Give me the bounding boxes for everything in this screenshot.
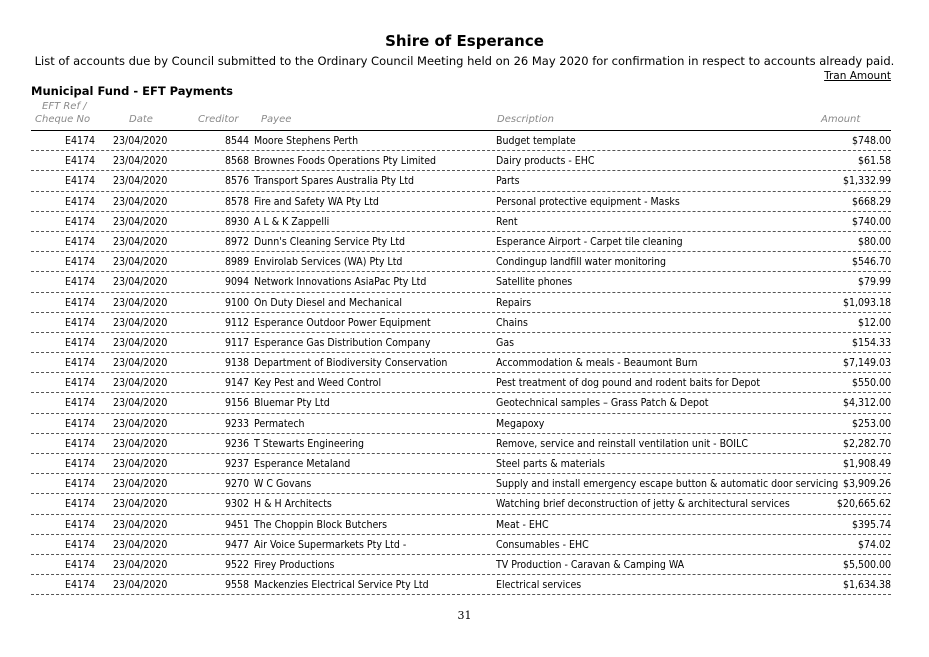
creditor-cell: 8930 (225, 215, 250, 228)
date-cell: 23/04/2020 (113, 558, 168, 571)
description-cell: Dairy products - EHC (496, 155, 595, 168)
date-cell: 23/04/2020 (113, 316, 168, 329)
description-cell: Chains (496, 316, 528, 329)
tran-amount-label: Tran Amount (824, 70, 891, 82)
ref-cell: E4174 (65, 357, 96, 370)
description-cell: Repairs (496, 296, 532, 309)
description-cell: Satellite phones (496, 276, 573, 289)
description-cell: TV Production - Caravan & Camping WA (496, 558, 685, 571)
amount-cell: $4,312.00 (842, 397, 891, 410)
column-header-date: Date (129, 114, 153, 125)
payee-cell: Mackenzies Electrical Service Pty Ltd (254, 579, 429, 592)
creditor-cell: 8576 (225, 175, 250, 188)
table-row (31, 393, 891, 413)
creditor-cell: 9302 (225, 498, 250, 511)
ref-cell: E4174 (65, 538, 96, 551)
table-row (31, 232, 891, 252)
amount-cell: $154.33 (851, 336, 891, 349)
ref-cell: E4174 (65, 316, 96, 329)
table-row (31, 515, 891, 535)
date-cell: 23/04/2020 (113, 518, 168, 531)
table-row (31, 474, 891, 494)
ref-cell: E4174 (65, 518, 96, 531)
table-row (31, 434, 891, 454)
amount-cell: $2,282.70 (842, 437, 891, 450)
table-row (31, 414, 891, 434)
description-cell: Budget template (496, 135, 576, 147)
column-header-description: Description (497, 114, 554, 125)
description-cell: Megapoxy (496, 417, 545, 430)
ref-cell: E4174 (65, 235, 96, 248)
ref-cell: E4174 (65, 417, 96, 430)
ref-cell: E4174 (65, 276, 96, 289)
payee-cell: Transport Spares Australia Pty Ltd (254, 175, 415, 188)
amount-cell: $12.00 (857, 316, 891, 329)
creditor-cell: 9451 (225, 518, 250, 531)
creditor-cell: 9138 (225, 357, 250, 370)
date-cell: 23/04/2020 (113, 437, 168, 450)
page-subtitle: List of accounts due by Council submitted to the Ordinary Council Meeting held on 26 May 2020 for confirmation in respect to accounts already paid. (34, 54, 895, 68)
description-cell: Geotechnical samples – Grass Patch & Depot (496, 397, 709, 410)
payee-cell: Dunn's Cleaning Service Pty Ltd (254, 235, 406, 248)
payee-cell: Brownes Foods Operations Pty Limited (254, 155, 437, 168)
amount-cell: $668.29 (851, 195, 891, 208)
payee-cell: Key Pest and Weed Control (254, 377, 382, 390)
amount-cell: $1,634.38 (842, 579, 891, 592)
creditor-cell: 9237 (225, 458, 250, 470)
payee-cell: T Stewarts Engineering (254, 437, 364, 450)
ref-cell: E4174 (65, 397, 96, 410)
date-cell: 23/04/2020 (113, 256, 168, 269)
payee-cell: Esperance Outdoor Power Equipment (254, 316, 431, 329)
ref-cell: E4174 (65, 195, 96, 208)
column-header-payee: Payee (261, 114, 292, 125)
amount-cell: $748.00 (851, 135, 891, 147)
creditor-cell: 9117 (225, 336, 250, 349)
amount-cell: $3,909.26 (842, 478, 891, 491)
table-row (31, 373, 891, 393)
ref-cell: E4174 (65, 377, 96, 390)
description-cell: Personal protective equipment - Masks (496, 195, 680, 208)
payee-cell: Department of Biodiversity Conservation (254, 357, 448, 370)
amount-cell: $395.74 (851, 518, 891, 531)
amount-cell: $74.02 (857, 538, 891, 551)
description-cell: Consumables - EHC (496, 538, 589, 551)
ref-cell: E4174 (65, 336, 96, 349)
table-row (31, 252, 891, 272)
table-row (31, 212, 891, 232)
payee-cell: W C Govans (254, 478, 312, 491)
creditor-cell: 9100 (225, 296, 250, 309)
amount-cell: $5,500.00 (842, 558, 891, 571)
section-heading: Municipal Fund - EFT Payments (31, 84, 234, 98)
table-row (31, 555, 891, 575)
date-cell: 23/04/2020 (113, 235, 168, 248)
description-cell: Steel parts & materials (496, 458, 605, 470)
description-cell: Meat - EHC (496, 518, 549, 531)
date-cell: 23/04/2020 (113, 458, 168, 470)
creditor-cell: 8568 (225, 155, 250, 168)
creditor-cell: 8972 (225, 235, 250, 248)
table-row (31, 353, 891, 373)
amount-cell: $253.00 (851, 417, 891, 430)
column-header-amount: Amount (821, 114, 861, 125)
payee-cell: Permatech (254, 417, 305, 430)
payee-cell: Esperance Gas Distribution Company (254, 336, 431, 349)
table-row (31, 171, 891, 191)
description-cell: Electrical services (496, 579, 582, 592)
date-cell: 23/04/2020 (113, 215, 168, 228)
amount-cell: $546.70 (851, 256, 891, 269)
table-row (31, 575, 891, 595)
creditor-cell: 9477 (225, 538, 250, 551)
description-cell: Rent (496, 215, 518, 228)
table-row (31, 151, 891, 171)
page-number: 31 (457, 609, 472, 622)
ref-cell: E4174 (65, 135, 96, 147)
amount-cell: $1,908.49 (842, 458, 891, 470)
date-cell: 23/04/2020 (113, 538, 168, 551)
ref-cell: E4174 (65, 437, 96, 450)
description-cell: Watching brief deconstruction of jetty & architectural services (496, 498, 790, 511)
creditor-cell: 9147 (225, 377, 250, 390)
description-cell: Gas (496, 336, 515, 349)
description-cell: Pest treatment of dog pound and rodent baits for Depot (496, 377, 761, 390)
date-cell: 23/04/2020 (113, 377, 168, 390)
payee-cell: Bluemar Pty Ltd (254, 397, 330, 410)
payee-cell: Fire and Safety WA Pty Ltd (254, 195, 379, 208)
description-cell: Supply and install emergency escape button & automatic door servicing (496, 478, 839, 491)
date-cell: 23/04/2020 (113, 417, 168, 430)
amount-cell: $740.00 (851, 215, 891, 228)
description-cell: Esperance Airport - Carpet tile cleaning (496, 235, 683, 248)
table-row (31, 333, 891, 353)
table-row (31, 131, 891, 151)
payee-cell: Air Voice Supermarkets Pty Ltd - (254, 538, 407, 551)
table-row (31, 192, 891, 212)
payments-table (31, 131, 891, 595)
creditor-cell: 9156 (225, 397, 250, 410)
column-header-ref-line2: Cheque No (35, 114, 91, 125)
payee-cell: Firey Productions (254, 558, 335, 571)
amount-cell: $550.00 (851, 377, 891, 390)
date-cell: 23/04/2020 (113, 135, 168, 147)
date-cell: 23/04/2020 (113, 195, 168, 208)
table-row (31, 293, 891, 313)
payee-cell: The Choppin Block Butchers (254, 518, 388, 531)
amount-cell: $79.99 (857, 276, 891, 289)
ref-cell: E4174 (65, 215, 96, 228)
ref-cell: E4174 (65, 296, 96, 309)
payee-cell: Moore Stephens Perth (254, 135, 359, 147)
payee-cell: Envirolab Services (WA) Pty Ltd (254, 256, 403, 269)
table-row (31, 535, 891, 555)
creditor-cell: 9270 (225, 478, 250, 491)
payee-cell: H & H Architects (254, 498, 332, 511)
amount-cell: $7,149.03 (842, 357, 891, 370)
table-row (31, 494, 891, 514)
description-cell: Remove, service and reinstall ventilation unit - BOILC (496, 437, 748, 450)
ref-cell: E4174 (65, 155, 96, 168)
creditor-cell: 9236 (225, 437, 250, 450)
amount-cell: $1,093.18 (842, 296, 891, 309)
date-cell: 23/04/2020 (113, 397, 168, 410)
ref-cell: E4174 (65, 478, 96, 491)
date-cell: 23/04/2020 (113, 357, 168, 370)
date-cell: 23/04/2020 (113, 478, 168, 491)
date-cell: 23/04/2020 (113, 336, 168, 349)
description-cell: Accommodation & meals - Beaumont Burn (496, 357, 698, 370)
table-row (31, 313, 891, 333)
creditor-cell: 9094 (225, 276, 250, 289)
amount-cell: $1,332.99 (842, 175, 891, 188)
ref-cell: E4174 (65, 579, 96, 592)
payee-cell: On Duty Diesel and Mechanical (254, 296, 402, 309)
creditor-cell: 9522 (225, 558, 250, 571)
column-header-ref-line1: EFT Ref / (42, 101, 87, 112)
ref-cell: E4174 (65, 558, 96, 571)
date-cell: 23/04/2020 (113, 579, 168, 592)
payee-cell: Network Innovations AsiaPac Pty Ltd (254, 276, 427, 289)
amount-cell: $20,665.62 (836, 498, 891, 511)
payee-cell: A L & K Zappelli (254, 215, 330, 228)
date-cell: 23/04/2020 (113, 175, 168, 188)
creditor-cell: 8578 (225, 195, 250, 208)
creditor-cell: 8989 (225, 256, 250, 269)
payee-cell: Esperance Metaland (254, 458, 351, 470)
creditor-cell: 9112 (225, 316, 250, 329)
ref-cell: E4174 (65, 498, 96, 511)
date-cell: 23/04/2020 (113, 296, 168, 309)
description-cell: Condingup landfill water monitoring (496, 256, 667, 269)
amount-cell: $61.58 (857, 155, 891, 168)
page-title: Shire of Esperance (385, 32, 544, 50)
description-cell: Parts (496, 175, 520, 188)
ref-cell: E4174 (65, 256, 96, 269)
date-cell: 23/04/2020 (113, 498, 168, 511)
creditor-cell: 9558 (225, 579, 250, 592)
date-cell: 23/04/2020 (113, 276, 168, 289)
column-header-creditor: Creditor (198, 114, 239, 125)
ref-cell: E4174 (65, 175, 96, 188)
table-row (31, 454, 891, 474)
date-cell: 23/04/2020 (113, 155, 168, 168)
ref-cell: E4174 (65, 458, 96, 470)
amount-cell: $80.00 (857, 235, 891, 248)
creditor-cell: 9233 (225, 417, 250, 430)
table-row (31, 272, 891, 292)
creditor-cell: 8544 (225, 135, 250, 147)
